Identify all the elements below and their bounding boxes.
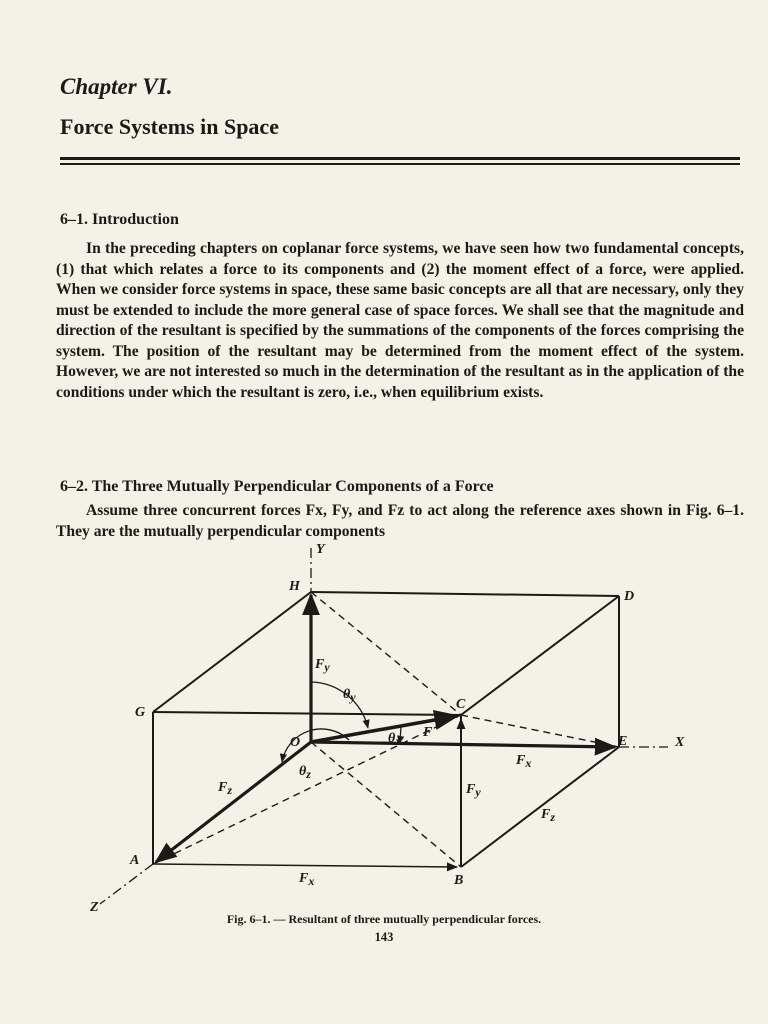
paragraph-components: Assume three concurrent forces Fx, Fy, and Fz to act along the reference axes shown in Fig. 6–1. They are the mutually perpendicular components [56,502,744,540]
label-theta-y: θy [343,687,356,704]
z-axis-line [100,864,153,904]
chapter-label: Chapter VI. [60,74,173,99]
section-heading-introduction: 6–1. Introduction [60,211,179,228]
arc-theta-y [311,682,368,728]
label-fz-side: Fz [541,807,556,824]
label-point-a: A [130,853,140,868]
label-fy-side: Fy [466,782,481,799]
dashed-a-c [153,715,461,864]
vector-fz-oa [156,742,311,862]
label-point-g: G [135,705,146,720]
dashed-c-e [461,715,619,747]
section-heading-components: 6–2. The Three Mutually Perpendicular Components of a Force [60,478,494,495]
label-point-c: C [456,697,466,712]
page-number: 143 [374,930,394,944]
chapter-title: Force Systems in Space [60,114,279,139]
label-point-h: H [289,579,300,594]
edge-d-c [461,596,619,715]
vector-fx-ab [153,864,457,867]
label-axis-y: Y [316,542,325,557]
label-fy-main: Fy [315,657,330,674]
edge-g-c [153,712,461,715]
label-axis-x: X [675,735,685,750]
label-theta-x: θx [388,731,402,748]
label-fx-main: Fx [516,753,532,770]
label-theta-z: θz [299,764,311,781]
label-f-resultant: F [423,725,433,740]
label-point-e: E [618,734,628,749]
label-fz-main: Fz [218,780,233,797]
edge-h-d [311,592,619,596]
edge-e-b [461,747,619,867]
figure-caption: Fig. 6–1. — Resultant of three mutually perpendicular forces. [226,912,542,926]
label-point-o: O [290,735,301,750]
label-point-b: B [454,873,464,888]
dashed-o-b [311,742,461,867]
label-axis-z: Z [90,900,99,915]
vector-fx-oe [311,742,615,747]
dashed-h-c [311,592,461,715]
paragraph-introduction: In the preceding chapters on coplanar force systems, we have seen how two fundamental concepts, (1) that which relates a force to its components and (2) the moment effect of a force, were applied. When we consider force systems in space, these same basic concepts are all that are necessary, only they must be extended to include the more general case of space forces. We shall see that the magnitude and direction of the resultant is specified by the summations of the components of the forces comprising the system. The position of the resultant may be determined from the moment effect of the system. However, we are not interested so much in the determination of the resultant as in the application of the conditions under which the resultant is zero, i.e., when equilibrium exists. [56,240,744,401]
edge-g-h [153,592,311,712]
label-fx-bottom: Fx [299,871,315,888]
label-point-d: D [624,589,635,604]
vector-f-oc [311,716,457,742]
